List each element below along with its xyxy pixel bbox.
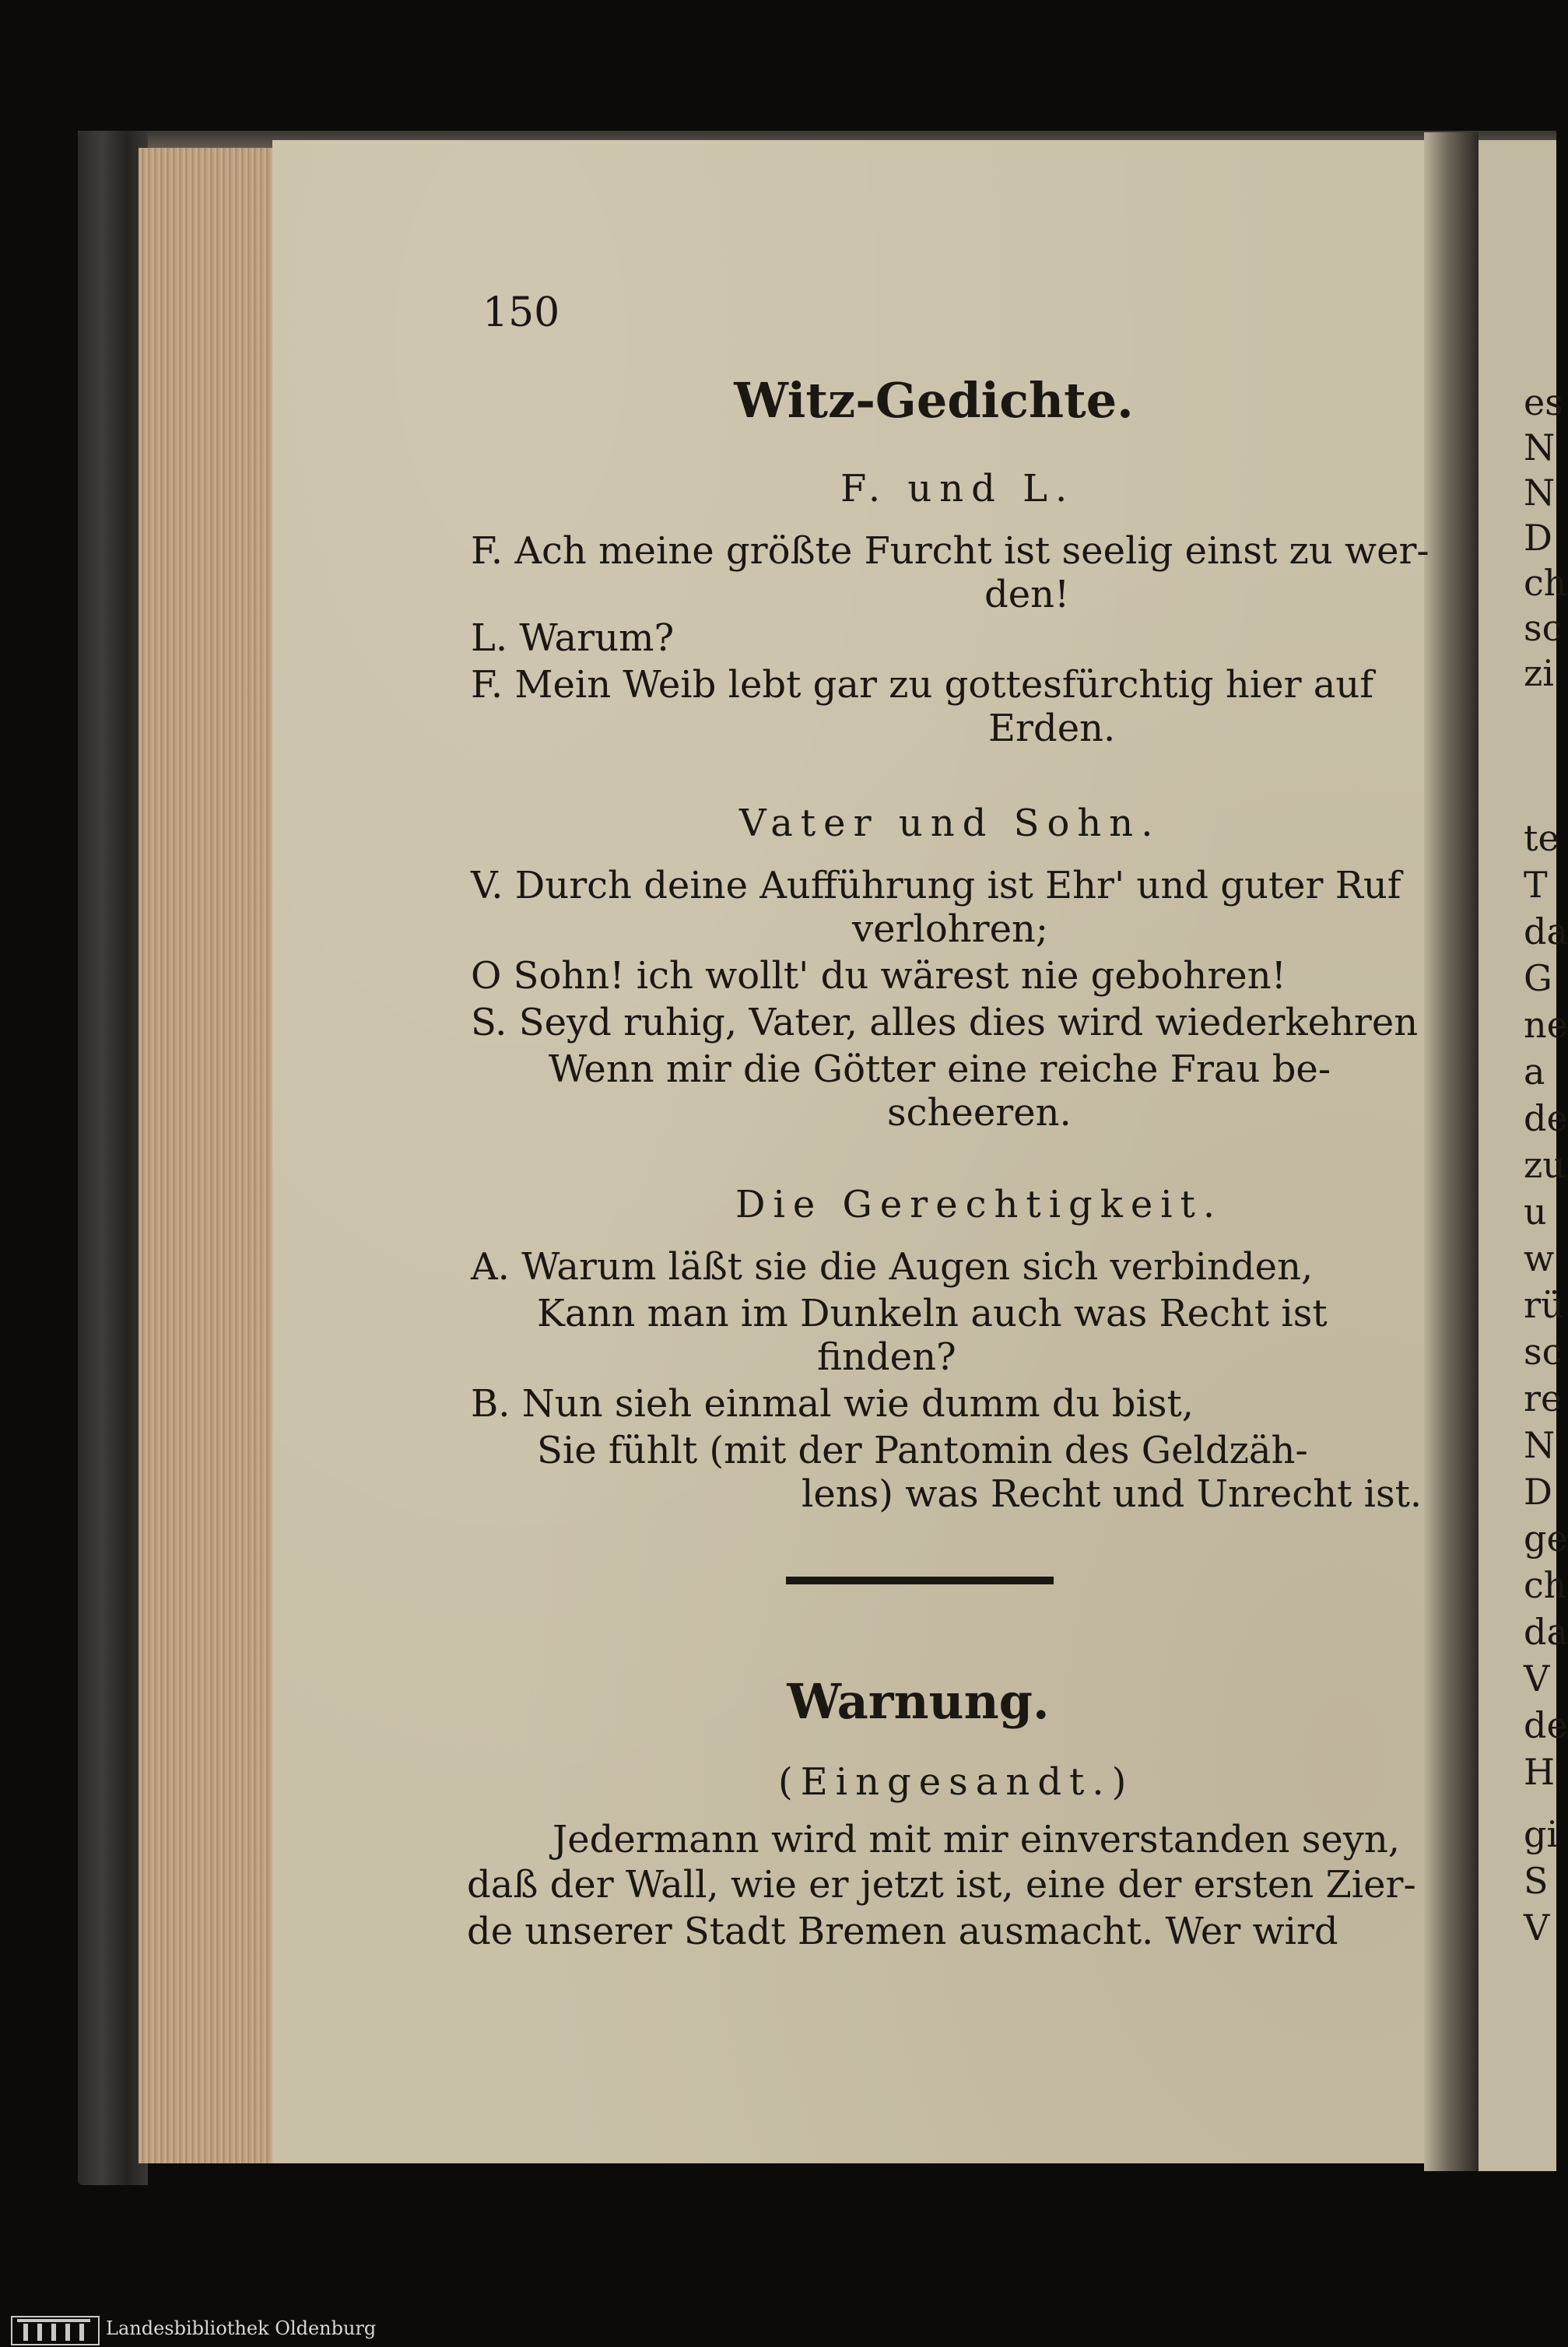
poem-line: A. Warum läßt sie die Augen sich verbinden, <box>471 1245 1314 1289</box>
facing-page-fragment: gi <box>1524 1813 1559 1855</box>
poem-line: Kann man im Dunkeln auch was Recht ist <box>537 1292 1328 1335</box>
paragraph-line: de unserer Stadt Bremen ausmacht. Wer wird <box>467 1910 1338 1953</box>
poem-line: Erden. <box>988 707 1116 750</box>
facing-page-fragment: u <box>1524 1191 1547 1233</box>
page-stack-edges <box>139 148 279 2163</box>
facing-page-fragment: w <box>1524 1237 1555 1279</box>
book-gutter <box>1424 132 1479 2171</box>
facing-page-fragment: da <box>1524 910 1568 952</box>
facing-page-fragment: de <box>1524 1704 1568 1746</box>
section-divider <box>786 1577 1054 1584</box>
paragraph-line: Jedermann wird mit mir einverstanden seyn, <box>552 1818 1401 1861</box>
library-name: Landesbibliothek Oldenburg <box>106 2317 377 2339</box>
poem-heading: Vater und Sohn. <box>739 802 1161 845</box>
section-title-witz-gedichte: Witz-Gedichte. <box>734 372 1134 429</box>
poem-line: scheeren. <box>887 1091 1072 1135</box>
facing-page-fragment: N <box>1524 1424 1556 1466</box>
section-title-warnung: Warnung. <box>787 1673 1050 1730</box>
poem-line: S. Seyd ruhig, Vater, alles dies wird wiederkehren <box>471 1001 1419 1044</box>
facing-page-fragment: sc <box>1524 1331 1563 1373</box>
facing-page-fragment: ge <box>1524 1517 1568 1559</box>
facing-page-fragment: V <box>1524 1907 1550 1949</box>
facing-page-fragment: rü <box>1524 1284 1564 1326</box>
facing-page-fragment: sc <box>1524 607 1563 649</box>
poem-line: den! <box>984 573 1070 616</box>
poem-line: B. Nun sieh einmal wie dumm du bist, <box>471 1382 1194 1426</box>
facing-page-fragment: ne <box>1524 1004 1568 1046</box>
facing-page-fragment: D <box>1524 1471 1552 1513</box>
poem-line: verlohren; <box>852 907 1049 951</box>
poem-line: V. Durch deine Aufführung ist Ehr' und guter Ruf <box>471 864 1401 907</box>
poem-heading: F. und L. <box>840 467 1075 510</box>
facing-page-fragment: a <box>1524 1051 1545 1093</box>
poem-line: finden? <box>817 1335 956 1379</box>
page-number: 150 <box>482 289 560 336</box>
book-cover-edge <box>78 131 148 2185</box>
facing-page-fragment: de <box>1524 1097 1568 1139</box>
poem-line: L. Warum? <box>471 616 675 660</box>
facing-page-fragment: zu <box>1524 1144 1566 1186</box>
facing-page-fragment: D <box>1524 517 1552 559</box>
poem-line: Wenn mir die Götter eine reiche Frau be- <box>549 1047 1331 1091</box>
facing-page-fragment: zi <box>1524 652 1554 694</box>
facing-page-fragment: ch <box>1524 1564 1567 1606</box>
facing-page-fragment: H <box>1524 1751 1556 1793</box>
facing-page-fragment: ch <box>1524 562 1567 604</box>
facing-page-fragment: da <box>1524 1611 1568 1653</box>
facing-page-fragment: S <box>1524 1860 1549 1902</box>
facing-page-fragment: G <box>1524 957 1552 999</box>
poem-line: lens) was Recht und Unrecht ist. <box>802 1472 1422 1516</box>
poem-line: Sie fühlt (mit der Pantomin des Geldzäh- <box>537 1429 1308 1472</box>
facing-page-fragment: N <box>1524 472 1556 514</box>
facing-page-fragment: V <box>1524 1658 1550 1700</box>
facing-page-fragment: te <box>1524 817 1559 859</box>
poem-line: F. Ach meine größte Furcht ist seelig einst zu wer- <box>471 529 1429 573</box>
poem-line: F. Mein Weib lebt gar zu gottesfürchtig hier auf <box>471 663 1374 707</box>
facing-page-fragment: N <box>1524 426 1556 468</box>
paragraph-line: daß der Wall, wie er jetzt ist, eine der ersten Zier- <box>467 1863 1416 1907</box>
library-logo-icon <box>11 2316 100 2345</box>
facing-page-fragment: T <box>1524 864 1548 906</box>
facing-page-fragment: es <box>1524 381 1563 423</box>
poem-line: O Sohn! ich wollt' du wärest nie gebohren! <box>471 954 1286 998</box>
section-subtitle: (Eingesandt.) <box>778 1760 1135 1804</box>
facing-page-fragment: re <box>1524 1377 1563 1419</box>
poem-heading: Die Gerechtigkeit. <box>735 1183 1223 1226</box>
